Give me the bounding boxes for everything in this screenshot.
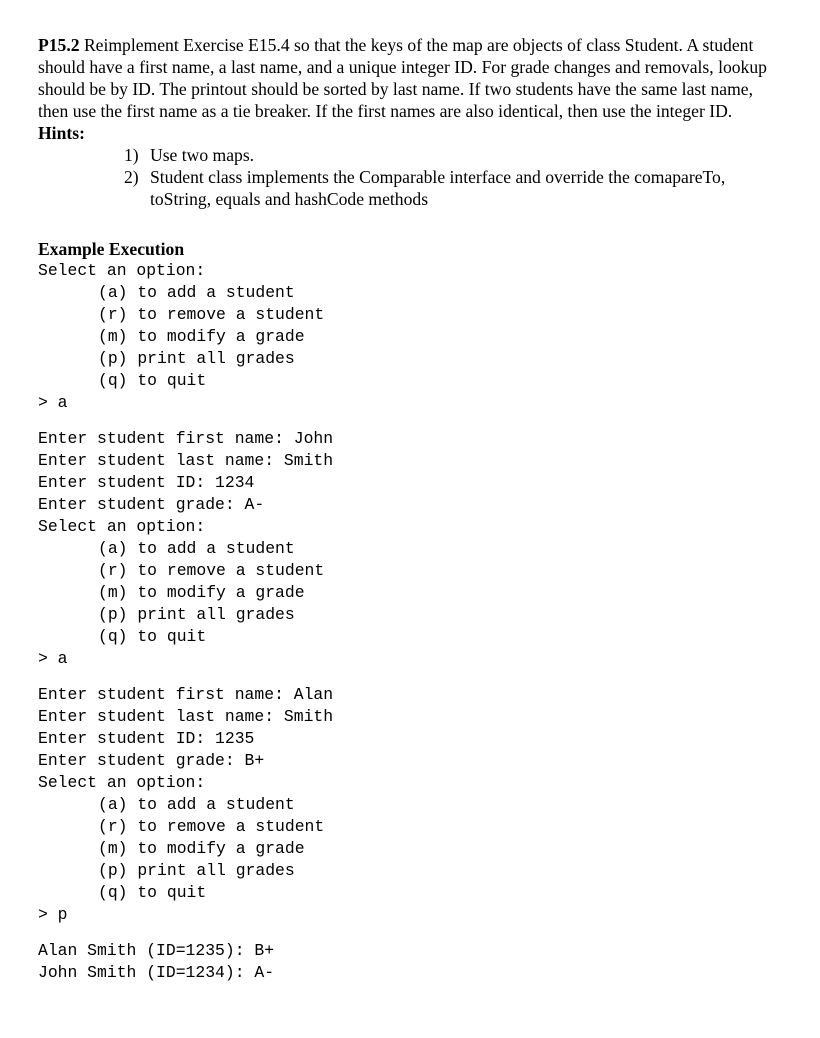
hint-text: Use two maps.	[150, 145, 255, 165]
hint-number: 2)	[124, 167, 139, 187]
user-prompt: > p	[38, 905, 68, 924]
example-heading: Example Execution	[38, 239, 185, 259]
output-line: Alan Smith (ID=1235): B+	[38, 941, 275, 960]
menu-option-remove: (r) to remove a student	[98, 305, 325, 324]
menu-option-add: (a) to add a student	[98, 539, 295, 558]
hints-list	[38, 144, 778, 210]
menu-option-add: (a) to add a student	[98, 795, 295, 814]
problem-statement	[38, 34, 778, 122]
menu-title: Select an option:	[38, 261, 206, 280]
problem-body: Reimplement Exercise E15.4 so that the keys of the map are objects of class Student. A student should have a first name, a last name, and a unique integer ID. For grade changes and removals, lookup should be by ID. The printout should be sorted by last name. If two students have the same last name, then use the first name as a tie breaker. If the first names are also identical, then use the integer ID.	[38, 35, 767, 121]
menu-option-quit: (q) to quit	[98, 371, 207, 390]
hint-number: 1)	[124, 145, 139, 165]
hint-item	[124, 144, 778, 166]
menu-option-print: (p) print all grades	[98, 349, 295, 368]
output-line: John Smith (ID=1234): A-	[38, 963, 275, 982]
menu-option-modify: (m) to modify a grade	[98, 839, 305, 858]
entry-line: Enter student last name: Smith	[38, 707, 334, 726]
menu-option-print: (p) print all grades	[98, 605, 295, 624]
hint-item	[124, 166, 778, 210]
problem-id: P15.2	[38, 35, 80, 55]
menu-option-add: (a) to add a student	[98, 283, 295, 302]
menu-option-remove: (r) to remove a student	[98, 817, 325, 836]
menu-option-modify: (m) to modify a grade	[98, 583, 305, 602]
example-session	[38, 260, 778, 984]
hints-label: Hints:	[38, 123, 85, 143]
menu-option-print: (p) print all grades	[98, 861, 295, 880]
hint-text: Student class implements the Comparable interface and override the comapareTo, toString, equals and hashCode methods	[150, 167, 726, 209]
entry-line: Enter student first name: Alan	[38, 685, 334, 704]
menu-option-remove: (r) to remove a student	[98, 561, 325, 580]
menu-option-quit: (q) to quit	[98, 883, 207, 902]
document-page	[38, 34, 778, 984]
menu-option-quit: (q) to quit	[98, 627, 207, 646]
menu-option-modify: (m) to modify a grade	[98, 327, 305, 346]
entry-line: Enter student last name: Smith	[38, 451, 334, 470]
menu-title: Select an option:	[38, 773, 206, 792]
user-prompt: > a	[38, 649, 68, 668]
menu-title: Select an option:	[38, 517, 206, 536]
entry-line: Enter student grade: A-	[38, 495, 265, 514]
entry-line: Enter student grade: B+	[38, 751, 265, 770]
user-prompt: > a	[38, 393, 68, 412]
entry-line: Enter student first name: John	[38, 429, 334, 448]
entry-line: Enter student ID: 1235	[38, 729, 255, 748]
entry-line: Enter student ID: 1234	[38, 473, 255, 492]
